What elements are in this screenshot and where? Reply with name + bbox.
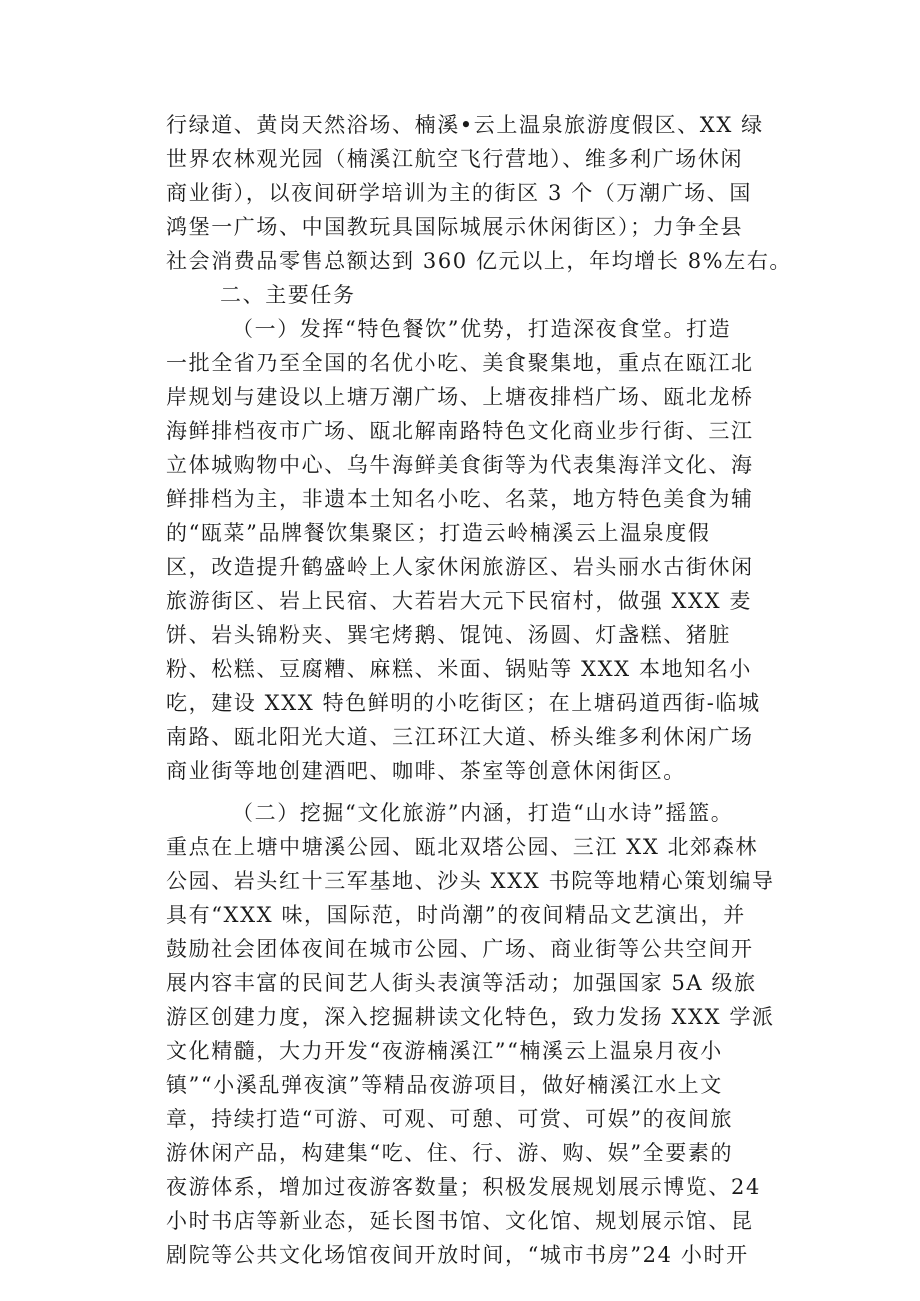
text-line: 的“瓯菜”品牌餐饮集聚区；打造云岭楠溪云上温泉度假 (166, 521, 711, 545)
text-line: 社会消费品零售总额达到 360 亿元以上，年均增长 8%左右。 (166, 249, 793, 273)
paragraph-1-first-line: （一）发挥“特色餐饮”优势，打造深夜食堂。打造 (232, 317, 732, 341)
text-line: 鸿堡一广场、中国教玩具国际城展示休闲街区）；力争全县 (166, 215, 744, 239)
text-line: 小时书店等新业态，延长图书馆、文化馆、规划展示馆、昆 (166, 1209, 754, 1233)
text-line: 公园、岩头红十三军基地、沙头 XXX 书院等地精心策划编导 (166, 869, 775, 893)
text-line: 一批全省乃至全国的名优小吃、美食聚集地，重点在瓯江北 (166, 351, 754, 375)
section-heading: 二、主要任务 (220, 283, 356, 307)
text-line: 具有“XXX 味，国际范，时尚潮”的夜间精品文艺演出，并 (166, 903, 746, 927)
text-line: 岸规划与建设以上塘万潮广场、上塘夜排档广场、瓯北龙桥 (166, 385, 754, 409)
text-line: 吃，建设 XXX 特色鲜明的小吃街区；在上塘码道西街-临城 (166, 691, 761, 715)
text-line: 粉、松糕、豆腐糟、麻糕、米面、锅贴等 XXX 本地知名小 (166, 657, 752, 681)
text-line: 重点在上塘中塘溪公园、瓯北双塔公园、三江 XX 北郊森林 (166, 835, 759, 859)
text-line: 文化精髓，大力开发“夜游楠溪江”“楠溪云上温泉月夜小 (166, 1039, 723, 1063)
text-line: 鲜排档为主，非遗本土知名小吃、名菜，地方特色美食为辅 (166, 487, 754, 511)
document-body (166, 108, 806, 1272)
text-line: 商业街等地创建酒吧、咖啡、茶室等创意休闲街区。 (166, 759, 686, 783)
text-line: 夜游体系，增加过夜游客数量；积极发展规划展示博览、24 (166, 1175, 761, 1199)
text-line: 世界农林观光园（楠溪江航空飞行营地）、维多利广场休闲 (166, 147, 744, 171)
text-line: 商业街），以夜间研学培训为主的街区 3 个（万潮广场、国 (166, 181, 753, 205)
text-line: 章，持续打造“可游、可观、可憩、可赏、可娱”的夜间旅 (166, 1107, 734, 1131)
text-line: 行绿道、黄岗天然浴场、楠溪•云上温泉旅游度假区、XX 绿 (166, 113, 764, 137)
text-line: 区，改造提升鹤盛岭上人家休闲旅游区、岩头丽水古街休闲 (166, 555, 754, 579)
text-line: 旅游街区、岩上民宿、大若岩大元下民宿村，做强 XXX 麦 (166, 589, 752, 613)
text-line: 鼓励社会团体夜间在城市公园、广场、商业街等公共空间开 (166, 937, 754, 961)
text-line: 游休闲产品，构建集“吃、住、行、游、购、娱”全要素的 (166, 1141, 734, 1165)
text-line: 剧院等公共文化场馆夜间开放时间，“城市书房”24 小时开 (166, 1243, 749, 1267)
text-line: 南路、瓯北阳光大道、三江环江大道、桥头维多利休闲广场 (166, 725, 754, 749)
text-line: 立体城购物中心、乌牛海鲜美食街等为代表集海洋文化、海 (166, 453, 754, 477)
text-line: 海鲜排档夜市广场、瓯北解南路特色文化商业步行街、三江 (166, 419, 754, 443)
text-line: 展内容丰富的民间艺人街头表演等活动；加强国家 5A 级旅 (166, 971, 757, 995)
text-line: 饼、岩头锦粉夹、巽宅烤鹅、馄饨、汤圆、灯盏糕、猪脏 (166, 623, 731, 647)
text-line: 游区创建力度，深入挖掘耕读文化特色，致力发扬 XXX 学派 (166, 1005, 775, 1029)
paragraph-2-first-line: （二）挖掘“文化旅游”内涵，打造“山水诗”摇篮。 (232, 801, 734, 825)
paragraph-spacer (166, 788, 806, 796)
text-line: 镇”“小溪乱弹夜演”等精品夜游项目，做好楠溪江水上文 (166, 1073, 723, 1097)
